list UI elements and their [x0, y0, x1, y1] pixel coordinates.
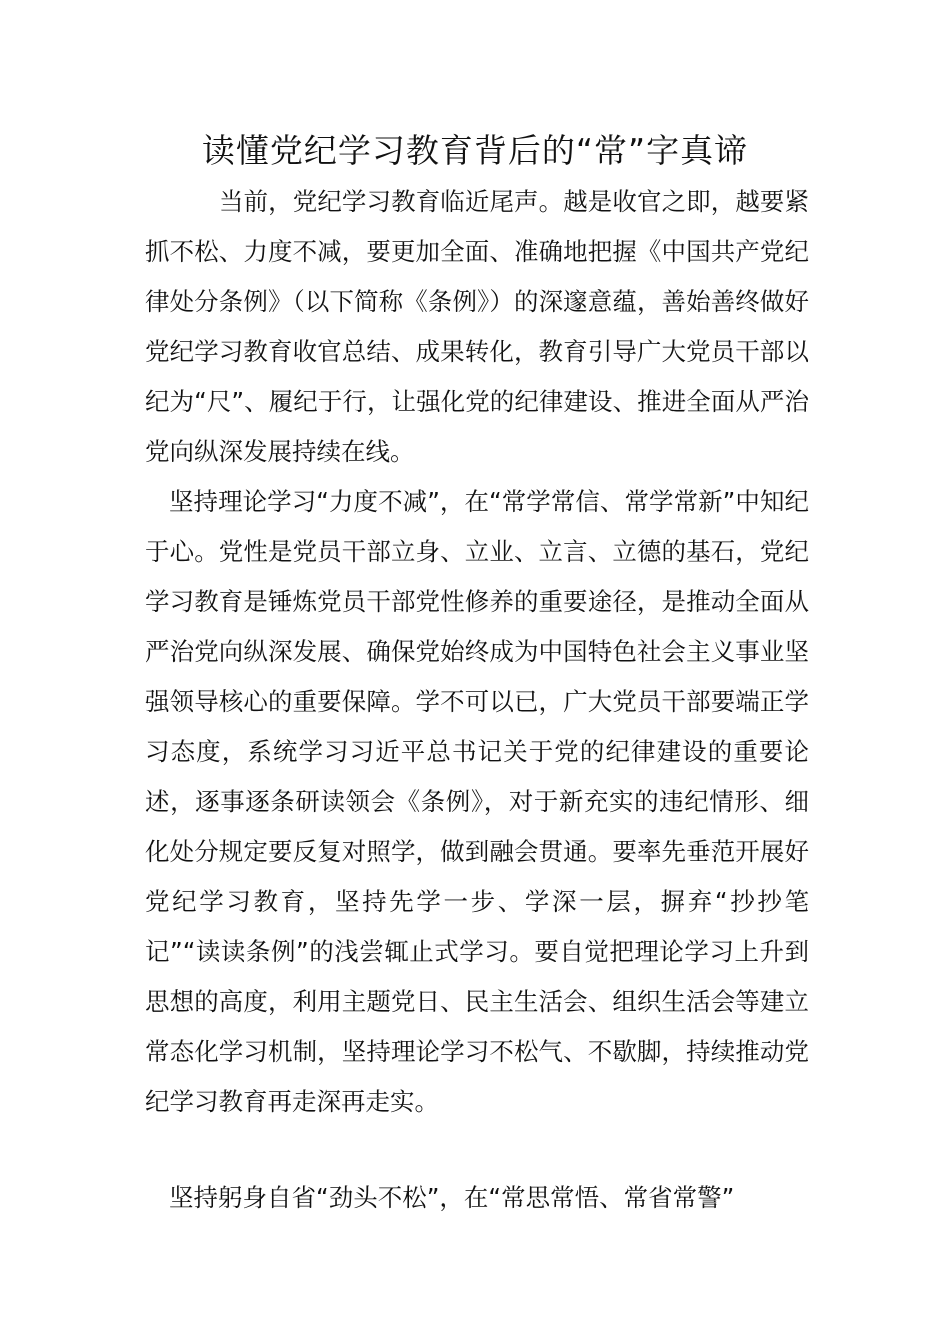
document-title: 读懂党纪学习教育背后的“常”字真谛	[201, 131, 749, 170]
paragraph-self-reflection: 坚持躬身自省“劲头不松”，在“常思常悟、常省常警”	[169, 1183, 735, 1212]
paragraph-intro: 当前，党纪学习教育临近尾声。越是收官之即，越要紧抓不松、力度不减，要更加全面、准确地把握《中国共产党纪律处分条例》（以下简称《条例》）的深邃意蕴，善始善终做好党纪学习教育收官总结、成果转化，教育引导广大党员干部以纪为“尺”、履纪于行，让强化党的纪律建设、推进全面从严治党向纵深发展持续在线。	[145, 187, 809, 466]
paragraph-theory-study: 坚持理论学习“力度不减”，在“常学常信、常学常新”中知纪于心。党性是党员干部立身、立业、立言、立德的基石，党纪学习教育是锤炼党员干部党性修养的重要途径，是推动全面从严治党向纵深发展、确保党始终成为中国特色社会主义事业坚强领导核心的重要保障。学不可以已，广大党员干部要端正学习态度，系统学习习近平总书记关于党的纪律建设的重要论述，逐事逐条研读领会《条例》，对于新充实的违纪情形、细化处分规定要反复对照学，做到融会贯通。要率先垂范开展好党纪学习教育，坚持先学一步、学深一层，摒弃“抄抄笔记”“读读条例”的浅尝辄止式学习。要自觉把理论学习上升到思想的高度，利用主题党日、民主生活会、组织生活会等建立常态化学习机制，坚持理论学习不松气、不歇脚，持续推动党纪学习教育再走深再走实。	[145, 487, 809, 1116]
